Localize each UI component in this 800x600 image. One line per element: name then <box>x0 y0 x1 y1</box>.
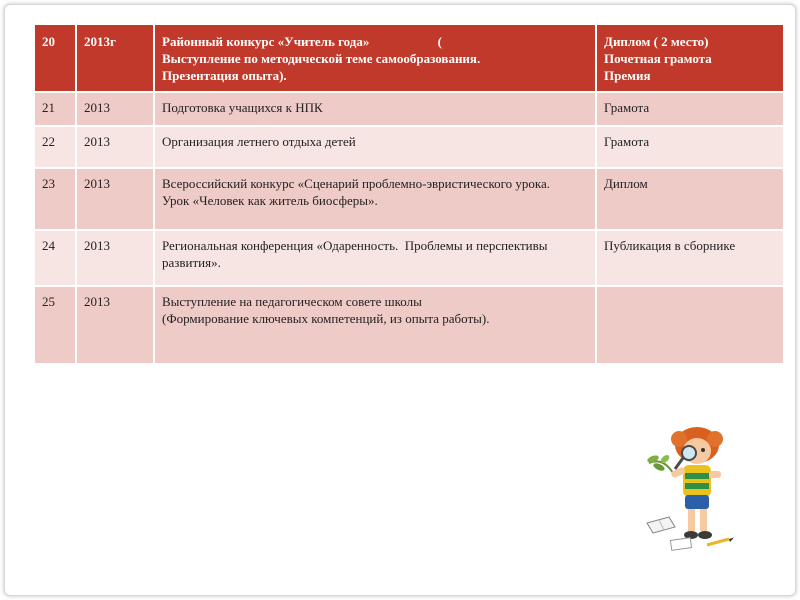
cell-result: Диплом ( 2 место) Почетная грамота Премия <box>596 24 784 92</box>
cell-result: Грамота <box>596 126 784 168</box>
slide <box>4 4 796 596</box>
girl-with-magnifier-icon <box>645 423 735 553</box>
cell-result: Диплом <box>596 168 784 230</box>
cell-event: Районный конкурс «Учитель года» ( Выступление по методической теме самообразования. Презентация опыта). <box>154 24 596 92</box>
table-row <box>34 286 784 364</box>
table-row <box>34 230 784 286</box>
achievements-table <box>33 23 785 365</box>
cell-number: 23 <box>34 168 76 230</box>
table-row <box>34 126 784 168</box>
cell-number: 20 <box>34 24 76 92</box>
cell-year: 2013 <box>76 286 154 364</box>
cell-number: 21 <box>34 92 76 126</box>
cell-event: Региональная конференция «Одаренность. Проблемы и перспективы развития». <box>154 230 596 286</box>
cell-result: Грамота <box>596 92 784 126</box>
cell-year: 2013 <box>76 230 154 286</box>
cell-year: 2013 <box>76 168 154 230</box>
table-header-row <box>34 24 784 92</box>
cell-year: 2013 <box>76 92 154 126</box>
cell-event: Выступление на педагогическом совете школы (Формирование ключевых компетенций, из опыта работы). <box>154 286 596 364</box>
cell-number: 22 <box>34 126 76 168</box>
cell-result: Публикация в сборнике <box>596 230 784 286</box>
cell-event: Всероссийский конкурс «Сценарий проблемно-эвристического урока. Урок «Человек как житель биосферы». <box>154 168 596 230</box>
cell-number: 24 <box>34 230 76 286</box>
cell-number: 25 <box>34 286 76 364</box>
cell-year: 2013г <box>76 24 154 92</box>
cell-event: Организация летнего отдыха детей <box>154 126 596 168</box>
cell-result <box>596 286 784 364</box>
table-row <box>34 168 784 230</box>
cell-year: 2013 <box>76 126 154 168</box>
cell-event: Подготовка учащихся к НПК <box>154 92 596 126</box>
table-row <box>34 92 784 126</box>
